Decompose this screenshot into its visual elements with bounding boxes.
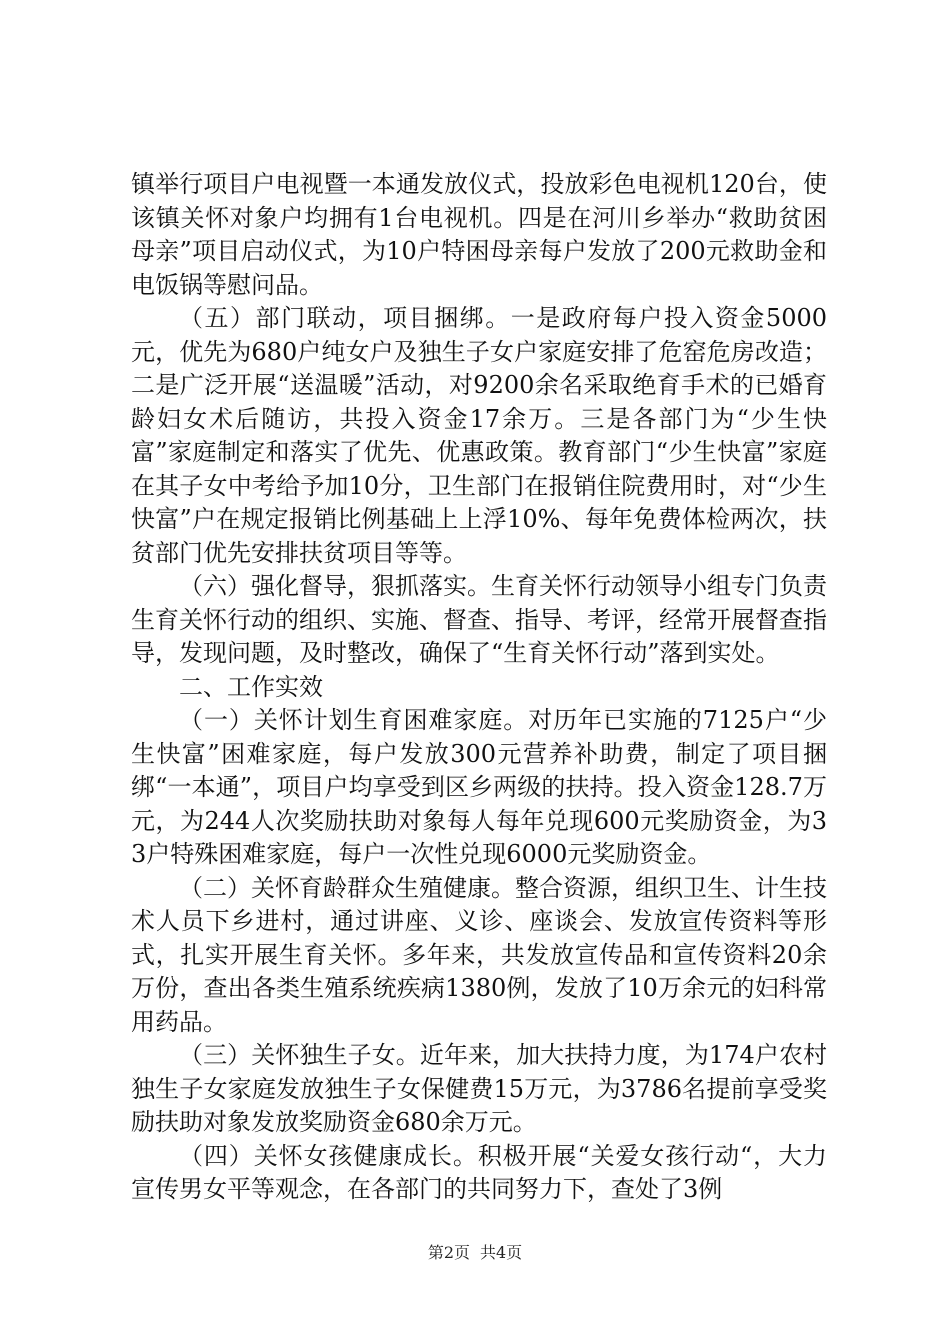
paragraph-section-6: （六）强化督导，狠抓落实。生育关怀行动领导小组专门负责生育关怀行动的组织、实施、督查、指导、考评，经常开展督查指导，发现问题，及时整改，确保了“生育关怀行动”落到实处。 [131, 572, 827, 667]
paragraph-result-4: （四）关怀女孩健康成长。积极开展“关爱女孩行动“，大力宣传男女平等观念，在各部门的共同努力下，查处了3例 [131, 1141, 827, 1203]
page-number: 第2页 [427, 1243, 470, 1262]
page-total: 共4页 [480, 1243, 523, 1262]
paragraph-result-3: （三）关怀独生子女。近年来，加大扶持力度，为174户农村独生子女家庭发放独生子女保健费15万元，为3786名提前享受奖励扶助对象发放奖励资金680余万元。 [131, 1041, 827, 1136]
document-body [131, 168, 827, 1207]
page-footer [0, 1243, 950, 1263]
section-heading-results: 二、工作实效 [179, 672, 323, 701]
paragraph-continuation: 镇举行项目户电视暨一本通发放仪式，投放彩色电视机120台，使该镇关怀对象户均拥有1台电视机。四是在河川乡举办“救助贫困母亲”项目启动仪式，为10户特困母亲每户发放了200元救助金和电饭锅等慰问品。 [131, 170, 827, 299]
paragraph-section-5: （五）部门联动，项目捆绑。一是政府每户投入资金5000元，优先为680户纯女户及独生子女户家庭安排了危窑危房改造；二是广泛开展“送温暖”活动，对9200余名采取绝育手术的已婚育龄妇女术后随访，共投入资金17余万。三是各部门为“少生快富”家庭制定和落实了优先、优惠政策。教育部门“少生快富”家庭在其子女中考给予加10分，卫生部门在报销住院费用时，对“少生快富”户在规定报销比例基础上上浮10%、每年免费体检两次，扶贫部门优先安排扶贫项目等等。 [131, 304, 827, 567]
paragraph-result-2: （二）关怀育龄群众生殖健康。整合资源，组织卫生、计生技术人员下乡进村，通过讲座、义诊、座谈会、发放宣传资料等形式，扎实开展生育关怀。多年来，共发放宣传品和宣传资料20余万份，查出各类生殖系统疾病1380例，发放了10万余元的妇科常用药品。 [131, 873, 827, 1036]
paragraph-result-1: （一）关怀计划生育困难家庭。对历年已实施的7125户“少生快富”困难家庭，每户发放300元营养补助费，制定了项目捆绑“一本通”，项目户均享受到区乡两级的扶持。投入资金128.7万元，为244人次奖励扶助对象每人每年兑现600元奖励资金，为33户特殊困难家庭，每户一次性兑现6000元奖励资金。 [131, 706, 827, 868]
